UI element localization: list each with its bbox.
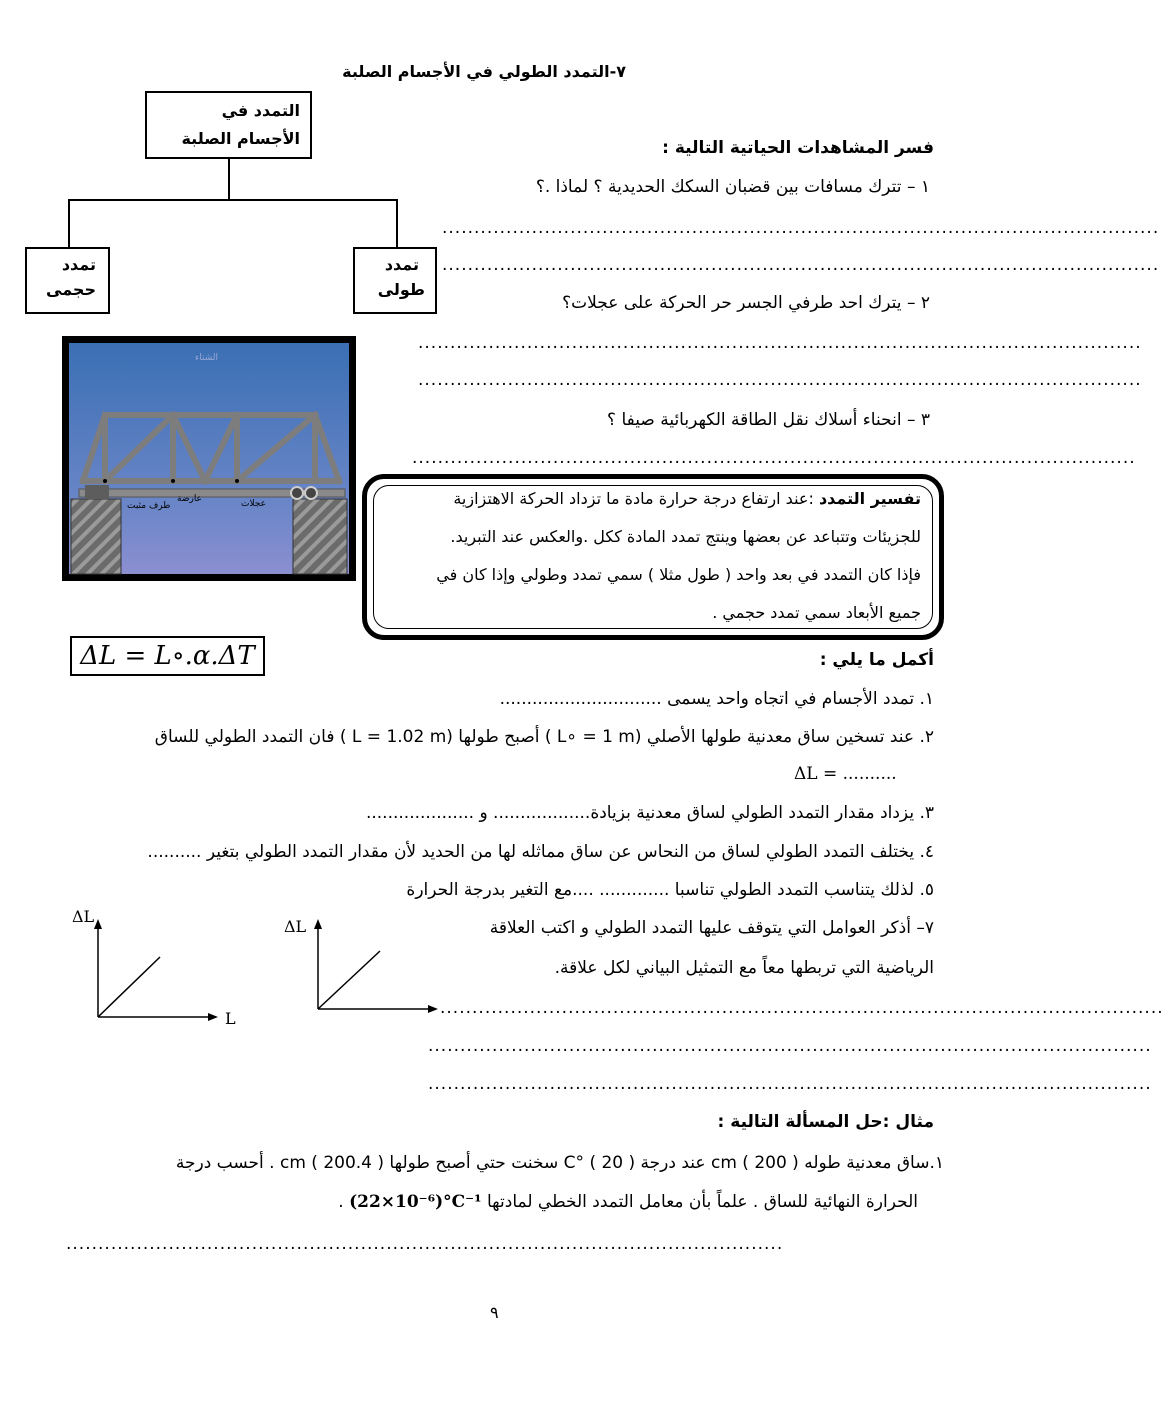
tree-connector bbox=[396, 199, 398, 247]
answer-line: ................................................................................................................. bbox=[428, 1036, 1152, 1056]
answer-line: ................................................................................................................ bbox=[442, 218, 1160, 238]
tree-connector bbox=[68, 199, 70, 247]
tree-connector bbox=[228, 159, 230, 201]
complete-item-4: ٤. يختلف التمدد الطولي لساق من النحاس عن ساق مماثله لها من الحديد لأن مقدار التمدد الطولي بتغير .......... bbox=[147, 842, 934, 862]
tree-linear-line1: تمدد bbox=[384, 255, 419, 274]
explanation-line4: جميع الأبعاد سمي تمدد حجمي . bbox=[712, 603, 921, 622]
example-line1: ١.ساق معدنية طوله cm ( 200 ) عند درجة C° ( 20 ) سخنت حتي أصبح طولها cm ( 200.4 ) . أحسب درجة bbox=[175, 1153, 944, 1173]
explanation-box bbox=[362, 474, 944, 640]
complete-item-2-answer: ΔL = .......... bbox=[794, 764, 897, 784]
complete-item-2: ٢. عند تسخين ساق معدنية طولها الأصلي (L∘ = 1 m ) أصبح طولها (L = 1.02 m ) فان التمدد الطولي للساق bbox=[154, 727, 934, 747]
answer-line: ................................................................................................................. bbox=[412, 448, 1136, 468]
page-title: ٧-التمدد الطولي في الأجسام الصلبة bbox=[342, 62, 626, 81]
page-number: ٩ bbox=[490, 1303, 499, 1322]
bridge-fixed-end-label: طرف مثبت bbox=[127, 501, 171, 511]
answer-line: ................................................................................................................ bbox=[66, 1234, 784, 1254]
answer-line: ................................................................................................................. bbox=[418, 370, 1142, 390]
observation-q1: ١ – تترك مسافات بين قضبان السكك الحديدية ؟ لماذا .؟ bbox=[535, 177, 930, 197]
explanation-line2: للجزيئات وتتباعد عن بعضها وينتج تمدد المادة ككل .والعكس عند التبريد. bbox=[450, 527, 921, 546]
explanation-line1 bbox=[453, 489, 921, 508]
graph1-x-label: L bbox=[225, 1009, 236, 1028]
tree-root-label: التمدد في الأجسام الصلبة bbox=[181, 101, 300, 148]
explanation-label: تفسير التمدد bbox=[818, 489, 921, 508]
complete-item-7b: الرياضية التي تربطها معاً مع التمثيل البياني لكل علاقة. bbox=[554, 958, 934, 978]
example-coefficient: (22×10⁻⁶)°C⁻¹ bbox=[349, 1192, 482, 1212]
example-line2-text: الحرارة النهائية للساق . علماً بأن معامل التمدد الخطي لمادتها bbox=[487, 1192, 918, 1212]
tree-box-volume bbox=[25, 247, 110, 314]
formula-text: ΔL = L∘.α.ΔT bbox=[80, 641, 255, 671]
explanation-text1: :عند ارتفاع درجة حرارة مادة ما تزداد الحركة الاهتزازية bbox=[453, 489, 814, 508]
bridge-illustration bbox=[62, 336, 356, 581]
tree-root-box bbox=[145, 91, 312, 159]
tree-volume-line2: حجمى bbox=[46, 280, 96, 299]
tree-volume-line1: تمدد bbox=[61, 255, 96, 274]
example-line2: الحرارة النهائية للساق . علماً بأن معامل التمدد الخطي لمادتها (22×10⁻⁶)°C⁻¹ . bbox=[338, 1192, 918, 1212]
complete-heading: أكمل ما يلي : bbox=[819, 650, 934, 670]
answer-line: ................................................................................................................. bbox=[440, 998, 1164, 1018]
observation-q3: ٣ – انحناء أسلاك نقل الطاقة الكهربائية صيفا ؟ bbox=[607, 410, 930, 430]
formula-box bbox=[70, 636, 265, 676]
complete-item-7a: ٧– أذكر العوامل التي يتوقف عليها التمدد الطولي و اكتب العلاقة bbox=[489, 918, 934, 938]
graph1-y-label: ΔL bbox=[72, 907, 95, 926]
complete-item-5: ٥. لذلك يتناسب التمدد الطولي تناسبا ............. ....مع التغير بدرجة الحرارة bbox=[406, 880, 934, 900]
tree-linear-line2: طولى bbox=[377, 280, 425, 299]
explanation-line3: فإذا كان التمدد في بعد واحد ( طول مثلا ) سمي تمدد وطولي وإذا كان في bbox=[436, 565, 921, 584]
complete-item-1: ١. تمدد الأجسام في اتجاه واحد يسمى .............................. bbox=[499, 689, 934, 709]
example-heading: مثال :حل المسألة التالية : bbox=[717, 1112, 934, 1132]
answer-line: ................................................................................................................. bbox=[428, 1074, 1152, 1094]
complete-item-3: ٣. يزداد مقدار التمدد الطولي لساق معدنية بزيادة.................. و .................... bbox=[365, 803, 934, 823]
bridge-top-label: الشتاء bbox=[195, 353, 218, 363]
observations-heading: فسر المشاهدات الحياتية التالية : bbox=[662, 138, 934, 158]
tree-connector bbox=[68, 199, 398, 201]
bridge-beam-label: عارضة bbox=[177, 494, 202, 504]
bridge-wheels-label: عجلات bbox=[241, 499, 267, 509]
graph2-y-label: ΔL bbox=[284, 917, 307, 936]
graph-delta-l-vs-t bbox=[290, 905, 450, 1035]
observation-q2: ٢ – يترك احد طرفي الجسر حر الحركة على عجلات؟ bbox=[562, 293, 930, 313]
answer-line: ................................................................................................................ bbox=[442, 255, 1160, 275]
answer-line: ................................................................................................................. bbox=[418, 333, 1142, 353]
tree-box-linear bbox=[353, 247, 437, 314]
